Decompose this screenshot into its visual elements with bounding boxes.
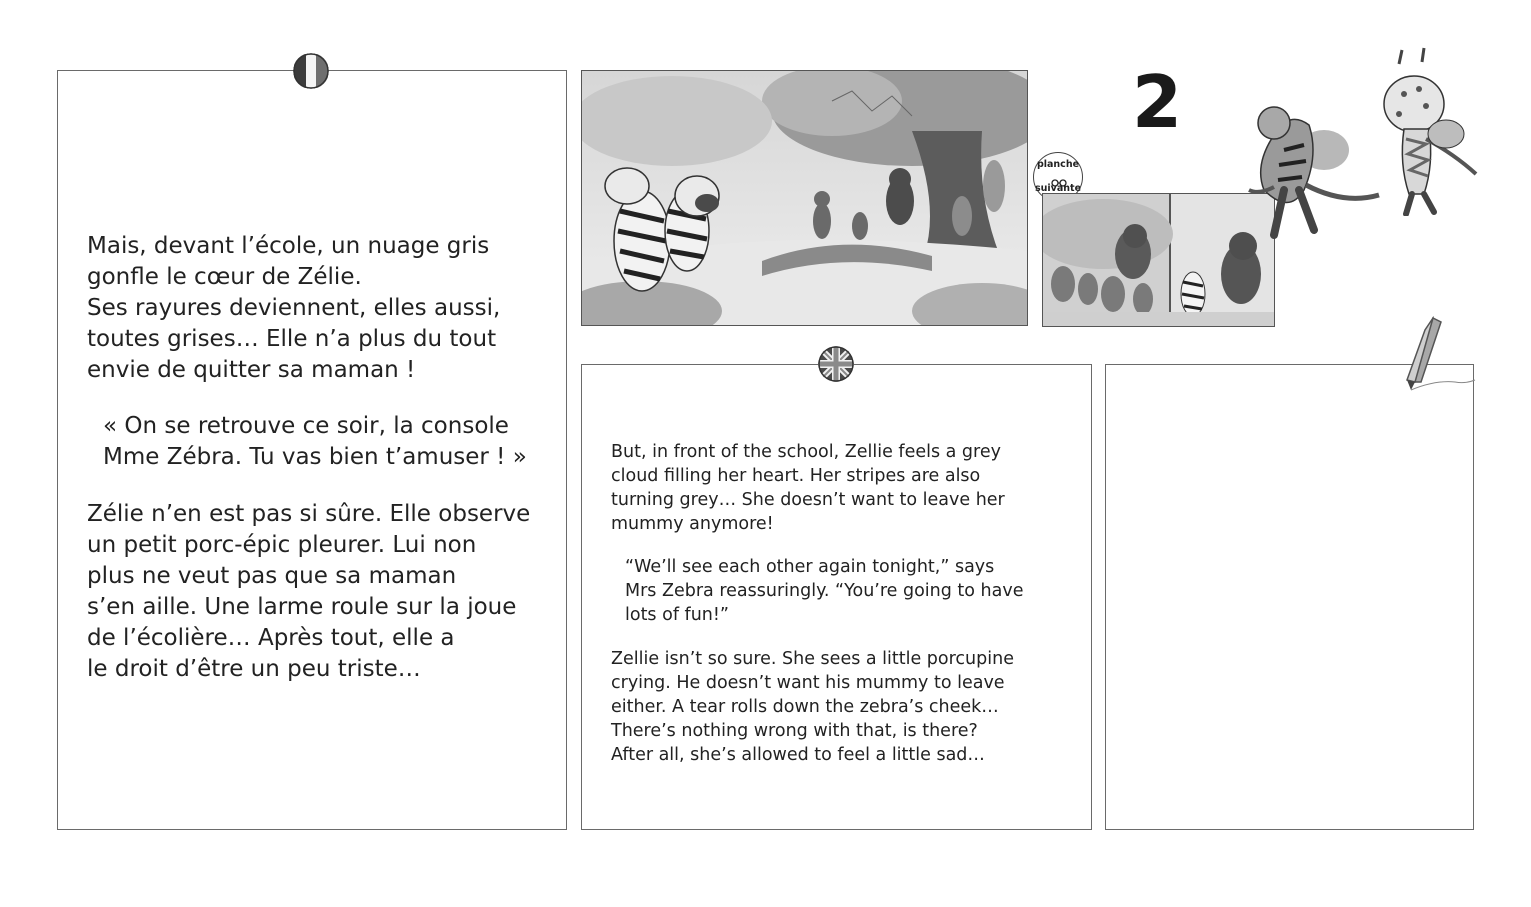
story-illustration [581, 70, 1028, 326]
pencil-icon [1395, 310, 1485, 395]
french-quote: « On se retrouve ce soir, la console Mme Zébra. Tu vas bien t’amuser ! » [103, 413, 527, 470]
badge-line-1: planche [1036, 159, 1080, 170]
fr-flag-icon [293, 53, 329, 89]
giraffe-character-icon [1364, 44, 1486, 216]
tiger-character-icon [1244, 95, 1384, 240]
french-paragraph-1: Mais, devant l’école, un nuage gris gonfle le cœur de Zélie. Ses rayures deviennent, elles aussi, toutes grises… Elle n’a plus du tout envie de quitter sa maman ! [87, 233, 501, 383]
english-text-panel [581, 364, 1092, 830]
english-quote: “We’ll see each other again tonight,” says Mrs Zebra reassuringly. “You’re going to have lots of fun!” [625, 557, 1024, 625]
badge-line-2: suivante [1034, 183, 1082, 194]
uk-flag-icon [818, 346, 854, 382]
english-paragraph-1: But, in front of the school, Zellie feels a grey cloud filling her heart. Her stripes are also turning grey… She doesn’t want to leave her mummy anymore! [611, 442, 1005, 534]
page-number: 2 [1132, 60, 1183, 144]
french-paragraph-3: Zélie n’en est pas si sûre. Elle observe un petit porc-épic pleurer. Lui non plus ne veut pas que sa maman s’en aille. Une larme roule sur la joue de l’écolière… Après tout, elle a le droit d’être un peu triste… [87, 501, 531, 682]
drawing-notes-panel[interactable] [1105, 364, 1474, 830]
english-paragraph-3: Zellie isn’t so sure. She sees a little porcupine crying. He doesn’t want his mummy to leave either. A tear rolls down the zebra’s cheek… There’s nothing wrong with that, is there? After all, she’s allowed to feel a little sad… [611, 649, 1014, 765]
french-text-panel [57, 70, 567, 830]
next-page-thumbnail[interactable] [1042, 193, 1275, 327]
